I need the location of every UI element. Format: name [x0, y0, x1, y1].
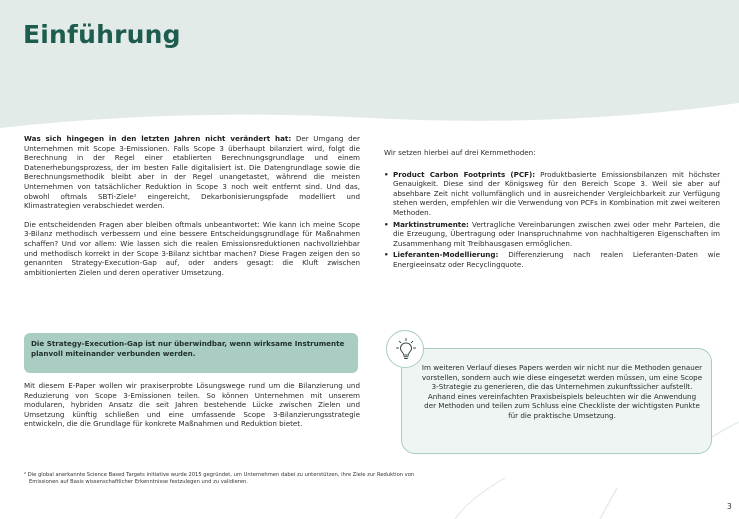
closing-paragraph: Mit diesem E-Paper wollen wir praxiserprobte Lösungswege rund um die Bilanzierung und Reduzierung von Scope 3-Emissionen teilen. So können Unternehmen mit unserem modularen, hybriden Ansatz die seit Jahren bestehende Lücke zwischen Zielen und Umsetzung künftig schließen und eine umfassende Scope 3-Bilanzierungsstrategie entwickeln, die die Grundlage für konkrete Maßnahmen und Reduktion bietet.	[24, 381, 360, 429]
method-text: Vertragliche Vereinbarungen zwischen zwei oder mehr Parteien, die die Erzeugung, Übertragung oder Inanspruchnahme von nachhaltigeren Eigenschaften im Zusammenhang mit Treibhausgasen ermöglichen.	[393, 219, 720, 248]
closing-paragraph-block	[24, 381, 360, 438]
callout-text: Die Strategy-Execution-Gap ist nur überwindbar, wenn wirksame Instrumente planvoll miteinander verbunden werden.	[31, 339, 345, 358]
method-term: Marktinstrumente:	[393, 219, 469, 229]
list-item-pcf	[384, 170, 720, 218]
callout-box	[24, 333, 358, 373]
tip-box	[401, 348, 712, 454]
lightbulb-badge	[386, 330, 424, 368]
methods-list	[384, 170, 720, 270]
method-text: Differenzierung nach realen Lieferanten-Daten wie Energieeinsatz oder Recyclingquote.	[393, 250, 720, 269]
lightbulb-icon	[387, 331, 425, 369]
footnote-line-2: Emissionen auf Basis wissenschaftlicher Erkenntnisse festzulegen und zu validieren.	[29, 479, 248, 486]
page-title: Einführung	[23, 20, 181, 49]
intro-body: Der Umgang der Unternehmen mit Scope 3-Emissionen. Falls Scope 3 überhaupt bilanziert wird, folgt die Berechnung in der Regel einer etablierten Berechnungsgrundlage und einem Datenerhebungsprozess, der im besten Falle digitalisiert ist. Die Datengrundlage sowie die Berechnungsmethodik bleibt aber in der Regel unangetastet, während die meisten Unternehmen von tatsächlicher Reduktion in Scope 3 noch weit entfernt sind. Und das, obwohl oftmals SBTi-Ziele² eingereicht, Dekarbonisierungspfade modelliert und Klimastrategien verabschiedet werden.	[24, 134, 360, 211]
methods-intro: Wir setzen hierbei auf drei Kernmethoden:	[384, 148, 536, 157]
footnote-line-1: ² Die global anerkannte Science Based Targets initiative wurde 2015 gegründet, um Unternehmen dabei zu unterstützen, ihre Ziele zur Reduktion von	[24, 472, 415, 478]
page-number: 3	[727, 502, 732, 511]
list-item-lieferanten	[384, 250, 720, 269]
method-text: Produktbasierte Emissionsbilanzen mit höchster Genauigkeit. Diese sind der Königsweg für den Bereich Scope 3. Weil sie aber auf absehbare Zeit nicht vollumfänglich und in ausreichender Vergleichbarkeit zur Verfügung stehen werden, empfehlen wir die Verwendung von PCFs in Kombination mit zwei weiteren Methoden.	[393, 169, 720, 217]
intro-lead: Was sich hingegen in den letzten Jahren nicht verändert hat:	[24, 134, 292, 143]
method-term: Lieferanten-Modellierung:	[393, 250, 499, 260]
left-column	[24, 134, 360, 286]
decorative-curve-right	[600, 488, 617, 519]
footnote	[24, 472, 544, 486]
method-term: Product Carbon Footprints (PCF):	[393, 169, 536, 179]
list-item-marktinstrumente	[384, 220, 720, 249]
right-column	[384, 148, 720, 272]
intro-paragraph	[24, 134, 360, 211]
questions-paragraph: Die entscheidenden Fragen aber bleiben oftmals unbeantwortet: Wie kann ich meine Scope 3-Bilanz methodisch verbessern und eine bessere Entscheidungsgrundlage für Maßnahmen schaffen? Und vor allem: Wie lassen sich die realen Emissionsreduktionen nachvollziehbar und methodisch korrekt in der Scope 3-Bilanz sichtbar machen? Diese Fragen zeigen den so genannten Strategy-Execution-Gap auf, oder anders gesagt: die Kluft zwischen ambitionierten Zielen und deren operativer Umsetzung.	[24, 219, 360, 277]
tip-text: Im weiteren Verlauf dieses Papers werden wir nicht nur die Methoden genauer vorstellen, sondern auch wie diese eingesetzt werden müssen, um eine Scope 3-Strategie zu generieren, die das Unternehmen zukunftssicher aufstellt. Anhand eines vereinfachten Praxisbeispiels beleuchten wir die Anwendung der Methoden und teilen zum Schluss eine Checkliste der wichtigsten Punkte für die praktische Umsetzung.	[421, 363, 703, 420]
